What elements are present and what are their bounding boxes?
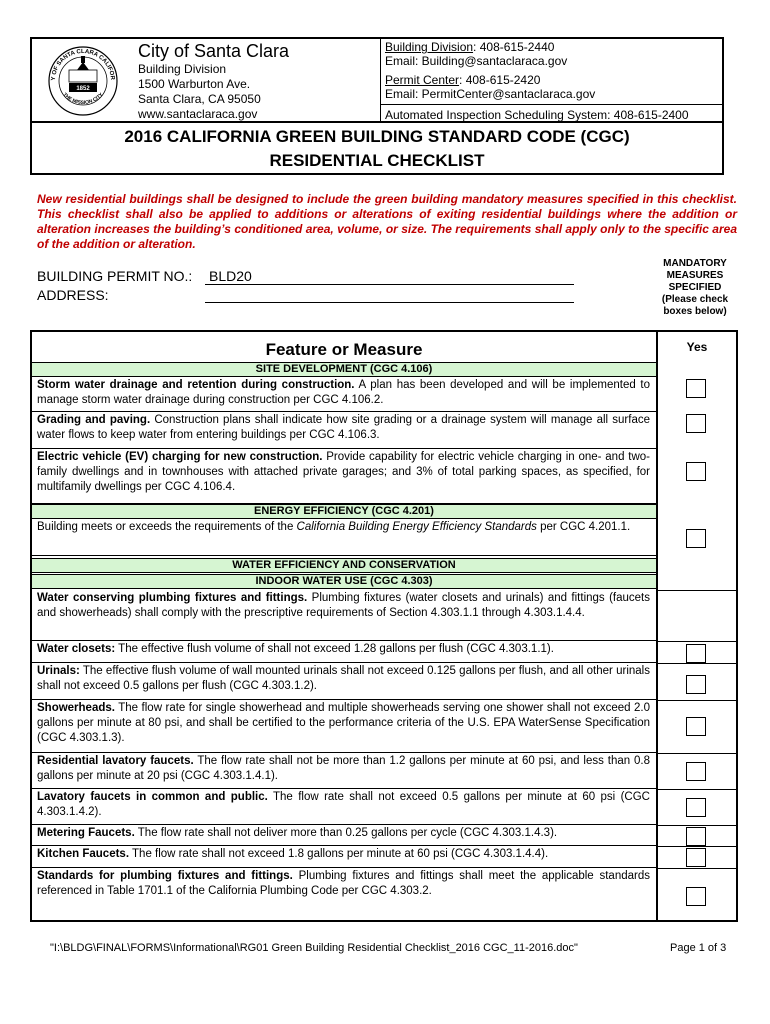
- city-seal: [35, 42, 135, 120]
- section-site-development: SITE DEVELOPMENT (CGC 4.106): [32, 362, 656, 377]
- table-row: Showerheads. The flow rate for single showerhead and multiple showerheads serving one shower shall not exceed 2.0 gallons per minute at 80 psi, and shall be certified to the performance criteria of the U.S. EPA WaterSense Specification (CGC 4.303.1.3).: [32, 700, 656, 753]
- org-website-link[interactable]: www.santaclaraca.gov: [138, 107, 258, 121]
- table-row: Urinals: The effective flush volume of wall mounted urinals shall not exceed 0.125 gallons per flush, and all other urinals shall not exceed 0.5 gallons per flush (CGC 4.303.1.2).: [32, 663, 656, 700]
- permit-underline: [205, 284, 574, 285]
- feature-header: Feature or Measure: [265, 340, 423, 359]
- section-energy-efficiency: ENERGY EFFICIENCY (CGC 4.201): [32, 504, 656, 519]
- seal-year: 1852: [76, 86, 90, 92]
- checklist-table: [30, 330, 738, 922]
- permit-center-phone: : 408-615-2420: [459, 73, 541, 87]
- table-row: Residential lavatory faucets. The flow rate shall not be more than 1.2 gallons per minute at 60 psi, and less than 0.8 gallons per minute at 20 psi (CGC 4.303.1.4.1).: [32, 753, 656, 789]
- section-indoor-water-use: INDOOR WATER USE (CGC 4.303): [32, 574, 656, 589]
- document-title: [30, 123, 724, 175]
- checkbox-energy-efficiency[interactable]: [686, 529, 706, 548]
- table-row: Water conserving plumbing fixtures and fittings. Plumbing fixtures (water closets and urinals) and fittings (faucets and showerheads) shall comply with the prescriptive requirements of Section 4.303.1.1 through 4.303.1.4.4.: [32, 590, 656, 641]
- building-division-email[interactable]: Email: Building@santaclaraca.gov: [385, 54, 568, 68]
- yes-header: Yes: [686, 340, 708, 354]
- org-title: City of Santa Clara: [138, 41, 290, 61]
- mandatory-header: MANDATORY MEASURES SPECIFIED (Please check boxes below): [661, 258, 729, 317]
- org-info: [138, 39, 378, 122]
- checkbox-metering-faucets[interactable]: [686, 827, 706, 846]
- checkbox-plumbing-standards[interactable]: [686, 887, 706, 906]
- org-line: Building Division: [138, 62, 227, 76]
- footer-file-path: "I:\BLDG\FINAL\FORMS\Informational\RG01 Green Building Residential Checklist_2016 CGC_11-2016.doc": [50, 942, 578, 954]
- inspection-line: Automated Inspection Scheduling System: 408-615-2400: [385, 108, 689, 122]
- footer-page-number: Page 1 of 3: [670, 942, 727, 954]
- building-division-phone: : 408-615-2440: [473, 40, 555, 54]
- table-row: Storm water drainage and retention during construction. A plan has been developed and will be implemented to manage storm water drainage during construction per CGC 4.106.2.: [32, 377, 656, 412]
- seal-text-top: Y OF SANTA CLARA CALIFOR: [50, 48, 116, 81]
- table-row: Building meets or exceeds the requirements of the California Building Energy Efficiency Standards per CGC 4.201.1.: [32, 519, 656, 556]
- org-line: 1500 Warburton Ave.: [138, 77, 251, 91]
- permit-label: BUILDING PERMIT NO.:: [37, 268, 193, 284]
- contact-info: [380, 39, 724, 121]
- checkbox-urinals[interactable]: [686, 675, 706, 694]
- table-row: Grading and paving. Construction plans shall indicate how site grading or a drainage system will manage all surface water flows to keep water from entering buildings per CGC 4.106.3.: [32, 412, 656, 449]
- table-row: Water closets: The effective flush volume of shall not exceed 1.28 gallons per flush (CGC 4.303.1.1).: [32, 641, 656, 663]
- header-box: [30, 37, 724, 123]
- checkbox-storm-water[interactable]: [686, 379, 706, 398]
- checkbox-grading-paving[interactable]: [686, 414, 706, 433]
- address-label: ADDRESS:: [37, 287, 109, 303]
- table-row: Metering Faucets. The flow rate shall not deliver more than 0.25 gallons per cycle (CGC 4.303.1.4.3).: [32, 825, 656, 846]
- permit-center-label: Permit Center: [385, 73, 460, 87]
- table-row: Standards for plumbing fixtures and fittings. Plumbing fixtures and fittings shall meet the applicable standards referenced in Table 1701.1 of the California Plumbing Code per CGC 4.303.2.: [37, 870, 650, 897]
- checkbox-showerheads[interactable]: [686, 717, 706, 736]
- title-line-1: 2016 CALIFORNIA GREEN BUILDING STANDARD CODE (CGC): [124, 127, 630, 146]
- title-line-2: RESIDENTIAL CHECKLIST: [269, 151, 485, 170]
- address-input[interactable]: [205, 302, 574, 303]
- checkbox-ev-charging[interactable]: [686, 462, 706, 481]
- svg-text:THE MISSION CITY: [62, 91, 105, 106]
- checkbox-lavatory-public[interactable]: [686, 798, 706, 817]
- building-division-label: Building Division: [385, 40, 474, 54]
- checkbox-kitchen-faucets[interactable]: [686, 848, 706, 867]
- checkbox-water-closets[interactable]: [686, 644, 706, 663]
- section-water-efficiency: WATER EFFICIENCY AND CONSERVATION: [32, 558, 656, 573]
- permit-center-email[interactable]: Email: PermitCenter@santaclaraca.gov: [385, 87, 596, 101]
- intro-text: New residential buildings shall be designed to include the green building mandatory measures specified in this checklist. This checklist shall also be applied to additions or alterations of exiting residential buildings where the addition or alteration increases the building’s conditioned area, volume, or size. The requirements shall apply only to the specific area of the addition or alteration.: [37, 192, 737, 251]
- table-row: Lavatory faucets in common and public. The flow rate shall not exceed 0.5 gallons per minute at 60 psi (CGC 4.303.1.4.2).: [32, 789, 656, 825]
- org-line: Santa Clara, CA 95050: [138, 92, 261, 106]
- checkbox-residential-lavatory[interactable]: [686, 762, 706, 781]
- table-row: Electric vehicle (EV) charging for new construction. Provide capability for electric vehicle charging in one- and two-family dwellings and in townhouses with attached private garages; and 3% of total parking spaces, as specified, for multifamily dwellings per CGC 4.106.4.: [32, 449, 656, 504]
- seal-text-bottom: THE MISSION CITY: [61, 91, 105, 107]
- permit-input[interactable]: BLD20: [209, 268, 252, 284]
- table-row: Kitchen Faucets. The flow rate shall not exceed 1.8 gallons per minute at 60 psi (CGC 4.303.1.4.4).: [32, 846, 656, 868]
